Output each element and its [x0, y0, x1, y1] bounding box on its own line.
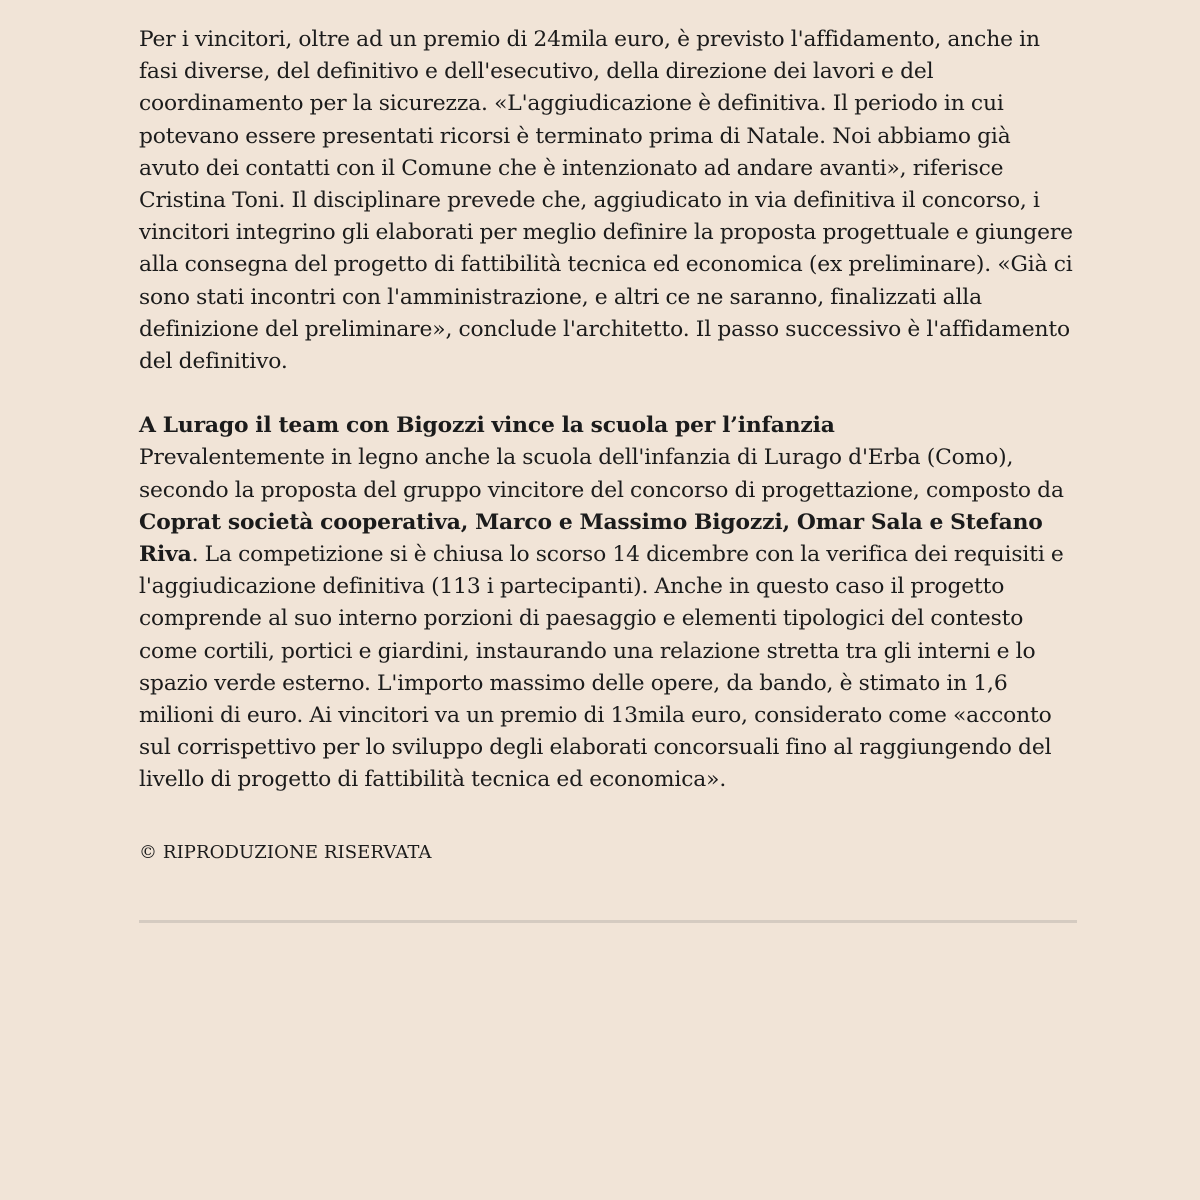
copyright-notice: © RIPRODUZIONE RISERVATA — [139, 841, 432, 863]
article-paragraph — [139, 442, 1077, 796]
section-heading: A Lurago il team con Bigozzi vince la scuola per l’infanzia — [139, 413, 835, 439]
winning-team-names: Coprat società cooperativa, Marco e Massimo Bigozzi, Omar Sala e Stefano Riva — [139, 509, 1043, 568]
divider — [139, 920, 1077, 923]
article-paragraph: Per i vincitori, oltre ad un premio di 24mila euro, è previsto l'affidamento, anche in fasi diverse, del definitivo e dell'esecutivo, della direzione dei lavori e del coordinamento per la sicurezza. «L'aggiudicazione è definitiva. Il periodo in cui potevano essere presentati ricorsi è terminato prima di Natale. Noi abbiamo già avuto dei contatti con il Comune che è intenzionato ad andare avanti», riferisce Cristina Toni. Il disciplinare prevede che, aggiudicato in via definitiva il concorso, i vincitori integrino gli elaborati per meglio definire la proposta progettuale e giungere alla consegna del progetto di fattibilità tecnica ed economica (ex preliminare). «Già ci sono stati incontri con l'amministrazione, e altri ce ne saranno, finalizzati alla definizione del preliminare», conclude l'architetto. Il passo successivo è l'affidamento del definitivo. — [139, 27, 1073, 375]
article-body — [139, 24, 1077, 923]
paragraph-text: . La competizione si è chiusa lo scorso 14 dicembre con la verifica dei requisiti e l'aggiudicazione definitiva (113 i partecipanti). Anche in questo caso il progetto comprende al suo interno porzioni di paesaggio e elementi tipologici del contesto come cortili, portici e giardini, instaurando una relazione stretta tra gli interni e lo spazio verde esterno. L'importo massimo delle opere, da bando, è stimato in 1,6 milioni di euro. Ai vincitori va un premio di 13mila euro, considerato come «acconto sul corrispettivo per lo sviluppo degli elaborati concorsuali fino al raggiungendo del livello di progetto di fattibilità tecnica ed economica». — [139, 542, 1064, 793]
paragraph-text: Prevalentemente in legno anche la scuola dell'infanzia di Lurago d'Erba (Como), secondo la proposta del gruppo vincitore del concorso di progettazione, composto da — [139, 445, 1064, 503]
